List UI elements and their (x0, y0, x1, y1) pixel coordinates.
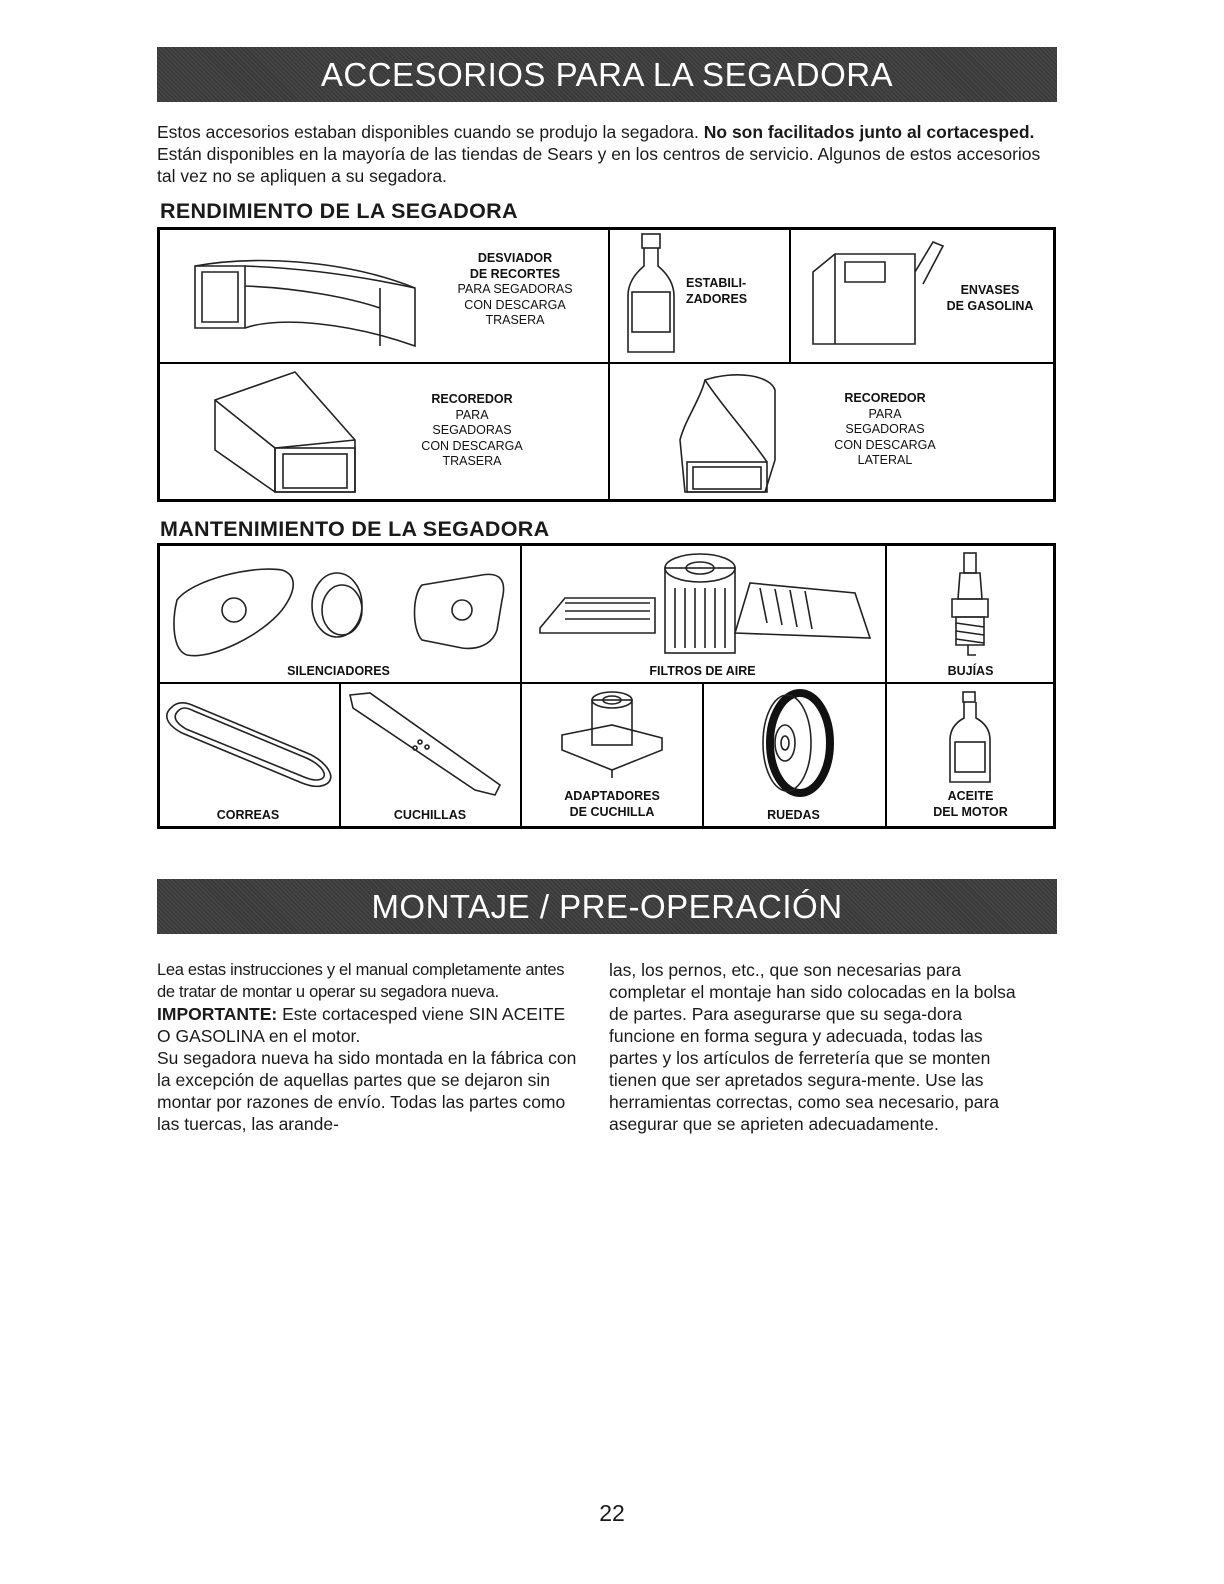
montaje-left-p1: Lea estas instrucciones y el manual completamente antes de tratar de montar u operar su segadora nueva. (157, 961, 565, 1001)
estabilizadores-label: ESTABILI- ZADORES (686, 276, 748, 306)
grid-divider (157, 362, 1056, 364)
rear-bag-illustration (205, 370, 365, 495)
aceite-label: ACEITE DEL MOTOR (933, 789, 1008, 819)
ruedas-label: RUEDAS (767, 808, 820, 822)
muffler-illustration (172, 560, 512, 660)
desviador-illustration (190, 248, 420, 348)
montaje-right-p1: las, los pernos, etc., que son necesarias para completar el montaje han sido colocadas en la bolsa de partes. Para asegurarse que su sega-dora funcione en forma segura y adecuada, todas las partes y los artículos de ferretería que se monten tienen que ser apretados segura-mente. Use las herramientas correctas, como sea necesario, para asegurar que se aprieten adecuadamente. (609, 960, 1016, 1134)
montaje-banner (157, 879, 1057, 934)
intro-text-2: Están disponibles en la mayoría de las tiendas de Sears y en los centros de servicio. Algunos de estos accesorios tal vez no se apliquen a su segadora. (157, 144, 1041, 186)
wheel-illustration (755, 688, 835, 798)
bujias-label: BUJÍAS (947, 664, 994, 678)
filtros-label: FILTROS DE AIRE (649, 664, 756, 678)
accesorios-banner (157, 47, 1057, 102)
desviador-label: DESVIADOR DE RECORTES PARA SEGADORAS CON DESCARGA TRASERA (457, 251, 573, 327)
cuchillas-label: CUCHILLAS (393, 808, 467, 822)
mantenimiento-title: MANTENIMIENTO DE LA SEGADORA (160, 517, 550, 541)
montaje-important: IMPORTANTE: Este cortacesped viene SIN ACEITE O GASOLINA en el motor. (157, 1004, 566, 1046)
correas-label: CORREAS (216, 808, 280, 822)
grid-divider (608, 227, 610, 502)
intro-text-1: Estos accesorios estaban disponibles cuando se produjo la segadora. (157, 122, 704, 142)
grid-divider (789, 227, 791, 363)
montaje-banner-text: MONTAJE / PRE-OPERACIÓN (371, 887, 843, 925)
air-filter-illustration (535, 553, 875, 661)
side-bag-illustration (675, 370, 785, 495)
bottle-illustration (620, 232, 682, 357)
montaje-right-column (609, 959, 1029, 1135)
gas-can-illustration (805, 232, 945, 352)
accesorios-intro (157, 121, 1057, 187)
recogedor-trasera-label: RECOREDOR PARA SEGADORAS CON DESCARGA TRASERA (421, 392, 523, 468)
grid-divider (885, 543, 887, 829)
silenciadores-label: SILENCIADORES (287, 664, 390, 678)
blade-adapter-illustration (562, 690, 662, 780)
montaje-left-p3: Su segadora nueva ha sido montada en la fábrica con la excepción de aquellas partes que se dejaron sin montar por razones de envío. Todas las partes como las tuercas, las arande- (157, 1048, 577, 1134)
page-number: 22 (599, 1500, 625, 1526)
grid-divider (520, 543, 522, 829)
montaje-left-column (157, 959, 577, 1135)
grid-divider (157, 682, 1056, 684)
accesorios-banner-text: ACCESORIOS PARA LA SEGADORA (320, 55, 894, 93)
spark-plug-illustration (942, 551, 998, 661)
oil-bottle-illustration (945, 690, 995, 785)
grid-divider (339, 682, 341, 829)
intro-text-bold: No son facilitados junto al cortacesped. (703, 122, 1035, 142)
belt-illustration (162, 695, 337, 790)
blade-illustration (345, 690, 505, 800)
rendimiento-title: RENDIMIENTO DE LA SEGADORA (160, 199, 518, 223)
recogedor-lateral-label: RECOREDOR PARA SEGADORAS CON DESCARGA LATERAL (834, 391, 936, 467)
envases-label: ENVASES DE GASOLINA (946, 283, 1034, 313)
adaptadores-label: ADAPTADORES DE CUCHILLA (564, 789, 660, 819)
